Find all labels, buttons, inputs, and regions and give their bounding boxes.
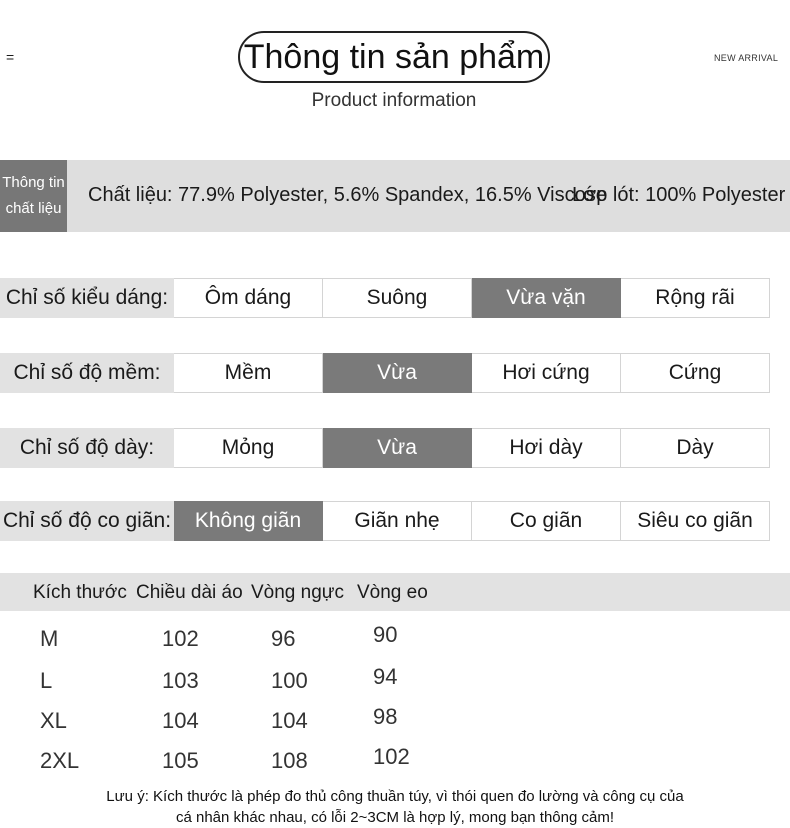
index-label: Chỉ số độ co giãn: [0, 501, 174, 541]
size-cell: 2XL [40, 748, 80, 773]
index-option: Siêu co giãn [621, 501, 770, 541]
index-option: Hơi cứng [472, 353, 621, 393]
waist-cell: 102 [373, 744, 410, 769]
chest-cell: 96 [271, 626, 296, 651]
chest-cell: 100 [271, 668, 308, 693]
material-tag-line1: Thông tin [2, 174, 65, 191]
index-option: Cứng [621, 353, 770, 393]
size-header-cell: Vòng eo [357, 582, 428, 603]
index-label: Chỉ số kiểu dáng: [0, 278, 174, 318]
waist-cell: 94 [373, 664, 398, 689]
length-cell: 105 [162, 748, 199, 773]
material-tag-line2: chất liệu [5, 200, 62, 217]
material-composition: Chất liệu: 77.9% Polyester, 5.6% Spandex, 16.5% Viscose [88, 184, 607, 206]
waist-cell: 98 [373, 704, 398, 729]
waist-cell: 90 [373, 622, 398, 647]
size-cell: L [40, 668, 53, 693]
index-option: Mềm [174, 353, 323, 393]
index-row-fit [0, 278, 790, 318]
index-option: Mỏng [174, 428, 323, 468]
material-tag [0, 160, 67, 232]
table-row [0, 704, 790, 744]
page-title: Thông tin sản phẩm [238, 31, 550, 83]
size-note-line2: cá nhân khác nhau, có lỗi 2~3CM là hợp lý, mong bạn thông cảm! [175, 809, 615, 826]
index-option: Không giãn [174, 501, 323, 541]
chest-cell: 104 [271, 708, 308, 733]
index-option: Vừa vặn [472, 278, 621, 318]
table-row [0, 744, 790, 784]
menu-icon[interactable]: = [6, 49, 15, 65]
index-label: Chỉ số độ dày: [0, 428, 174, 468]
index-row-softness [0, 353, 790, 393]
new-arrival-label: NEW ARRIVAL [714, 53, 779, 63]
size-cell: XL [40, 708, 67, 733]
index-option: Rộng rãi [621, 278, 770, 318]
size-note-line1: Lưu ý: Kích thước là phép đo thủ công thuần túy, vì thói quen đo lường và công cụ của [106, 788, 684, 805]
index-option: Co giãn [472, 501, 621, 541]
index-label: Chỉ số độ mềm: [0, 353, 174, 393]
length-cell: 103 [162, 668, 199, 693]
size-cell: M [40, 626, 59, 651]
index-option: Ôm dáng [174, 278, 323, 318]
index-option: Suông [323, 278, 472, 318]
index-option: Hơi dày [472, 428, 621, 468]
index-row-stretch [0, 501, 790, 541]
index-row-thickness [0, 428, 790, 468]
material-info-band [0, 160, 790, 232]
table-row [0, 622, 790, 662]
index-option: Vừa [323, 353, 472, 393]
page-subtitle: Product information [311, 90, 477, 111]
index-option: Giãn nhẹ [323, 501, 472, 541]
index-option: Vừa [323, 428, 472, 468]
size-header-cell: Kích thước [33, 582, 127, 603]
length-cell: 102 [162, 626, 199, 651]
index-option: Dày [621, 428, 770, 468]
length-cell: 104 [162, 708, 199, 733]
chest-cell: 108 [271, 748, 308, 773]
lining-composition: Lớp lót: 100% Polyester [572, 184, 786, 206]
table-row [0, 664, 790, 704]
size-header-cell: Chiều dài áo [136, 582, 243, 603]
size-table-header [0, 573, 790, 611]
size-header-cell: Vòng ngực [251, 582, 345, 603]
